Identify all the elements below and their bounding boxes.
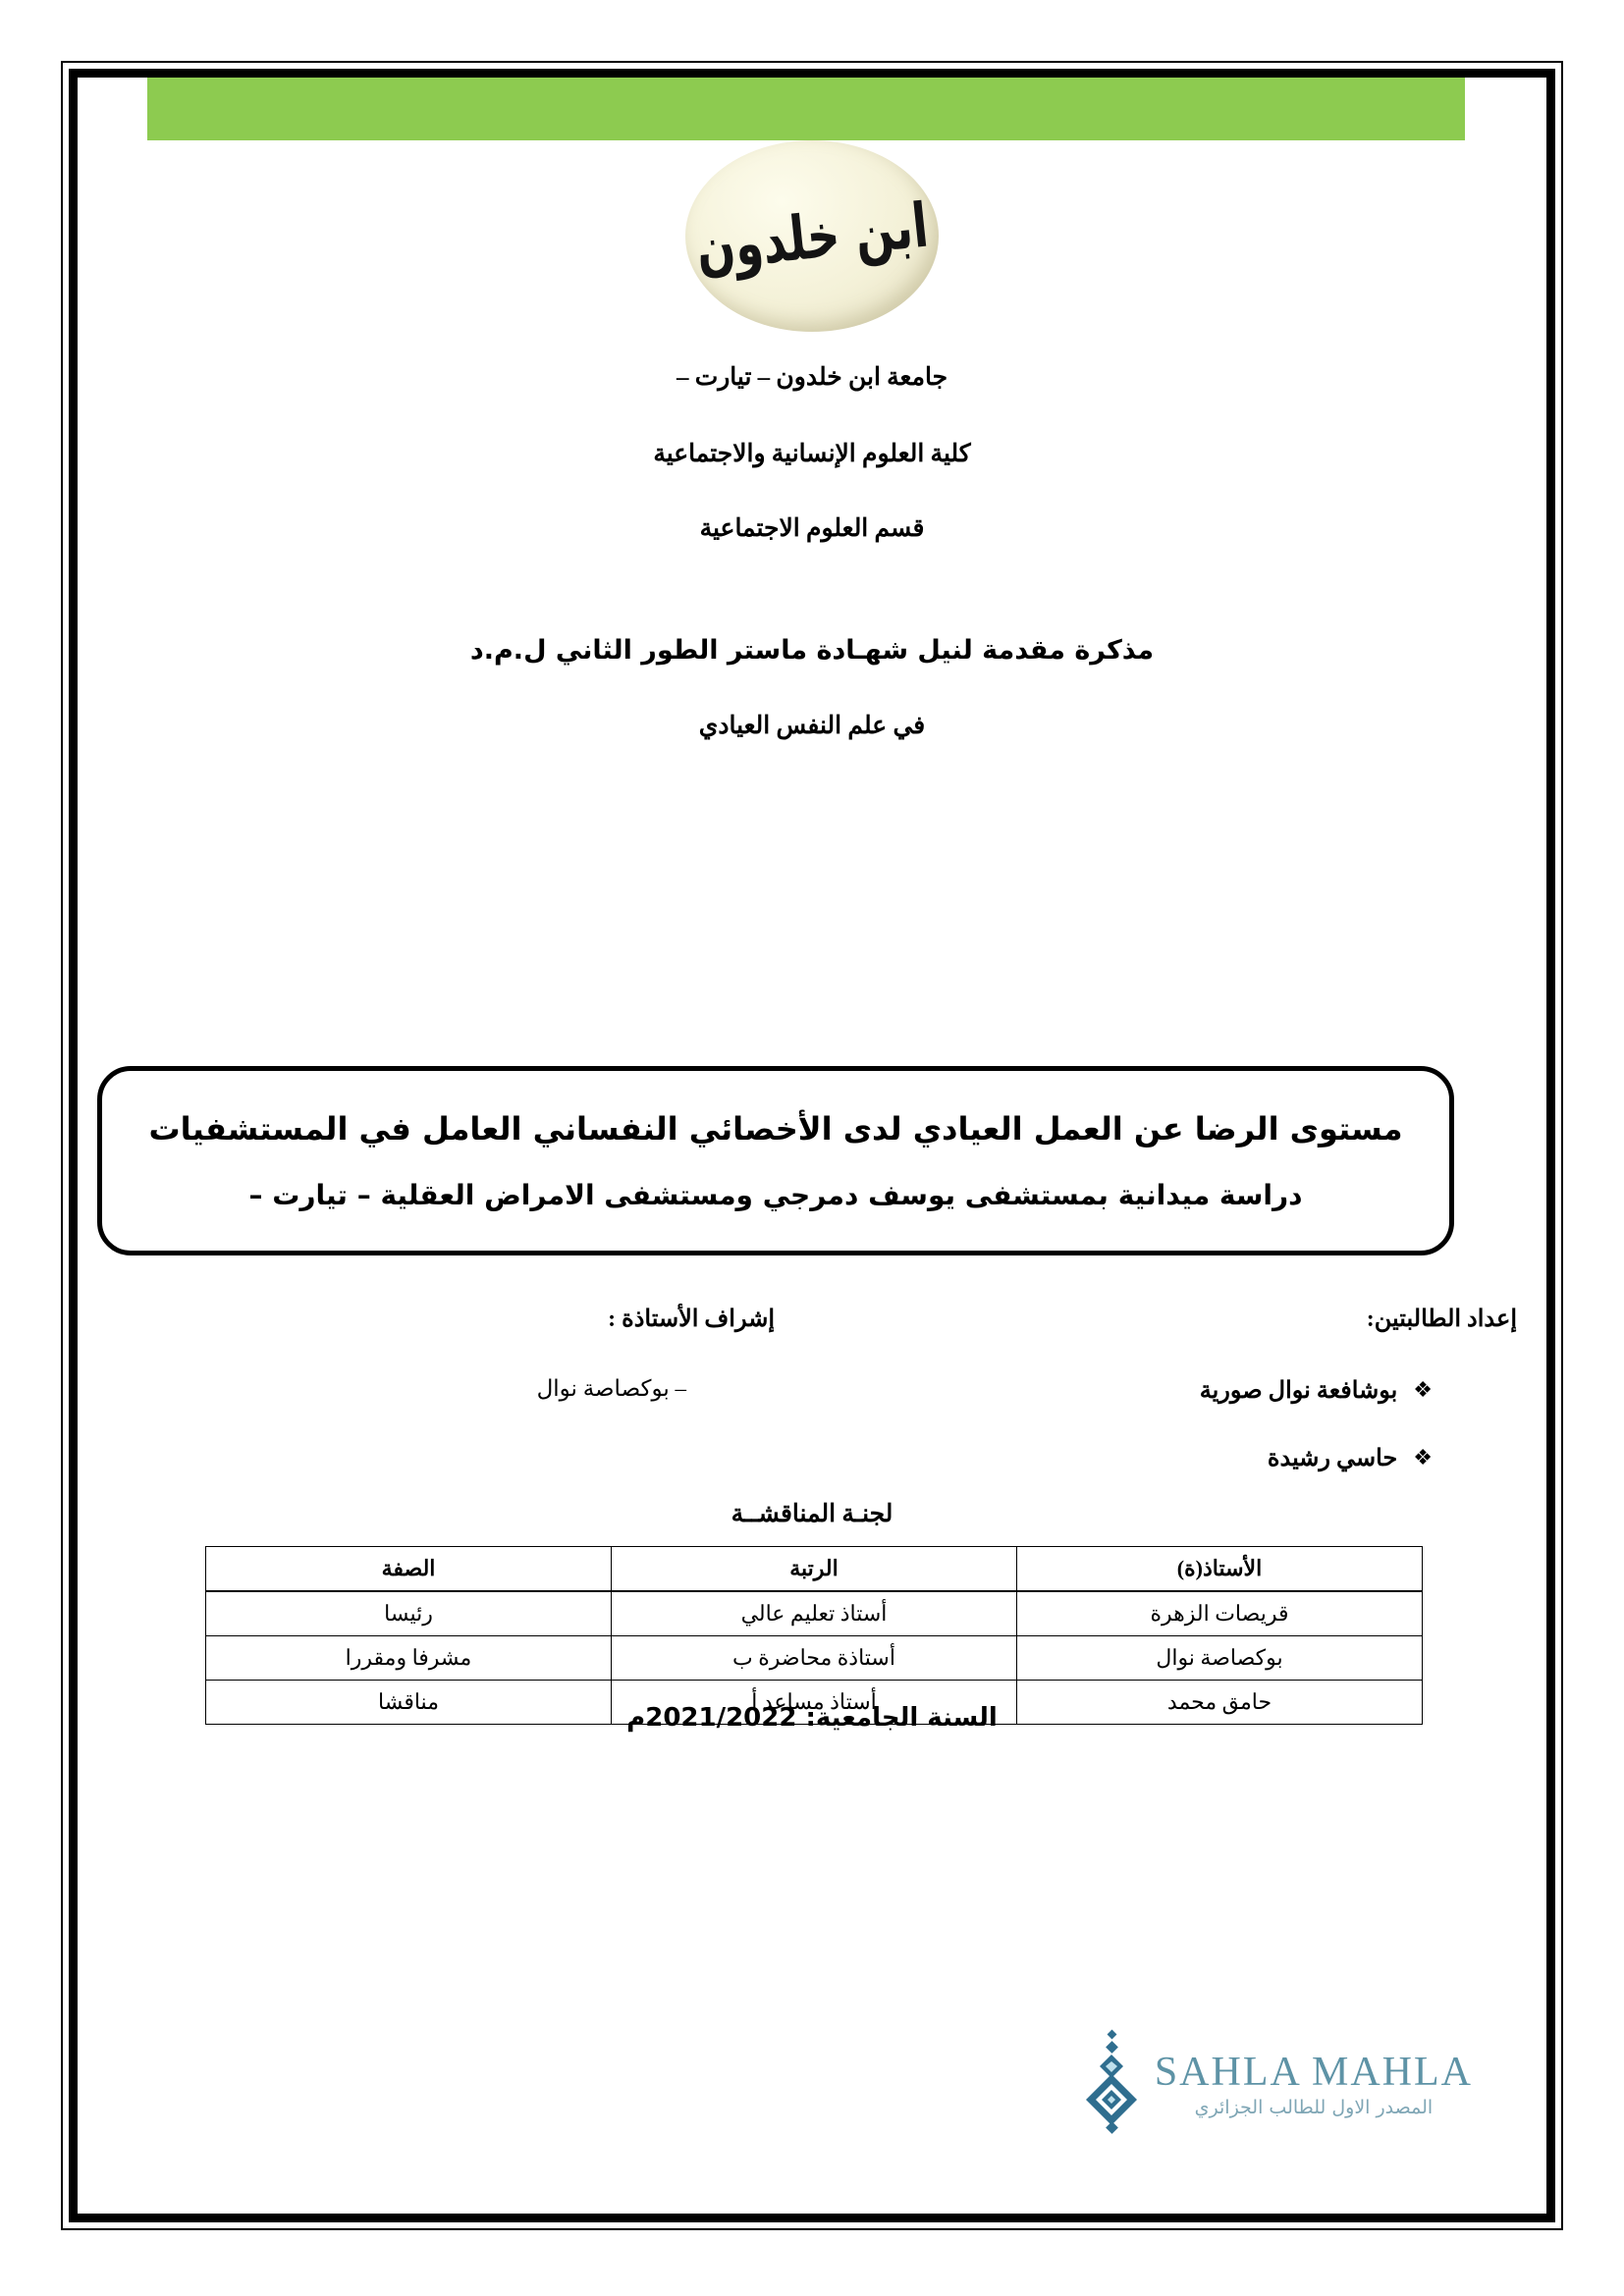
table-row	[206, 1636, 1423, 1681]
student-list-item	[928, 1376, 1517, 1405]
specialization-line: في علم النفس العيادي	[698, 713, 926, 739]
sahla-mahla-emblem-icon	[1082, 2029, 1141, 2140]
jury-cell-rank: أستاذ تعليم عالي	[612, 1591, 1017, 1636]
thesis-title-main: مستوى الرضا عن العمل العيادي لدى الأخصائي النفساني العامل في المستشفيات	[148, 1110, 1403, 1148]
academic-year: السنة الجامعية: 2021/2022م	[626, 1703, 998, 1733]
degree-statement: مذكرة مقدمة لنيل شهـادة ماستر الطور الثاني ل.م.د	[469, 635, 1155, 666]
student-list-item	[928, 1444, 1517, 1472]
watermark-title: SAHLA MAHLA	[1154, 2050, 1473, 2095]
authors-supervisor-row	[78, 1305, 1546, 1501]
jury-table-header-row	[206, 1547, 1423, 1592]
jury-heading: لجنـة المناقشــة	[731, 1501, 893, 1527]
student-name: بوشافعة نوال صورية	[1199, 1378, 1398, 1404]
university-name: جامعة ابن خلدون – تيارت –	[676, 364, 948, 391]
students-column	[928, 1305, 1517, 1512]
jury-col-rank: الرتبة	[612, 1547, 1017, 1592]
cover-page-content	[78, 78, 1546, 2214]
supervisor-column	[362, 1305, 775, 1402]
jury-cell-professor: بوكصاصة نوال	[1017, 1636, 1423, 1681]
supervisor-name: – بوكصاصة نوال	[536, 1376, 686, 1401]
faculty-name: كلية العلوم الإنسانية والاجتماعية	[653, 441, 971, 467]
university-logo-wrap	[78, 140, 1546, 332]
green-banner	[147, 78, 1465, 140]
jury-cell-professor: قريصات الزهرة	[1017, 1591, 1423, 1636]
jury-cell-professor: حامق محمد	[1017, 1681, 1423, 1725]
department-name: قسم العلوم الاجتماعية	[699, 515, 925, 542]
student-name: حاسي رشيدة	[1267, 1446, 1398, 1471]
thesis-title-subtitle: دراسة ميدانية بمستشفى يوسف دمرجي ومستشفى الامراض العقلية – تيارت –	[248, 1179, 1303, 1211]
logo-calligraphy-text: ابن خلدون	[692, 187, 932, 285]
table-row	[206, 1591, 1423, 1636]
jury-cell-role: مناقشا	[206, 1681, 612, 1725]
jury-table	[205, 1546, 1423, 1725]
university-logo-icon	[685, 140, 939, 332]
thesis-title-box	[97, 1066, 1454, 1255]
jury-cell-role: رئيسا	[206, 1591, 612, 1636]
jury-col-role: الصفة	[206, 1547, 612, 1592]
watermark-text-block	[1155, 2052, 1473, 2117]
diamond-bullet-icon: ❖	[1413, 1377, 1433, 1403]
supervisor-heading: إشراف الأستاذة :	[608, 1307, 775, 1332]
jury-cell-role: مشرفا ومقررا	[206, 1636, 612, 1681]
jury-cell-rank: أستاذ مساعد أ	[612, 1681, 1017, 1725]
watermark-tagline: المصدر الاول للطالب الجزائري	[1194, 2097, 1434, 2118]
jury-cell-rank: أستاذة محاضرة ب	[612, 1636, 1017, 1681]
students-heading: إعداد الطالبتين:	[1366, 1307, 1517, 1332]
jury-col-professor: الأستاذ(ة)	[1017, 1547, 1423, 1592]
diamond-bullet-icon: ❖	[1413, 1445, 1433, 1470]
sahla-mahla-watermark	[1082, 2029, 1473, 2140]
